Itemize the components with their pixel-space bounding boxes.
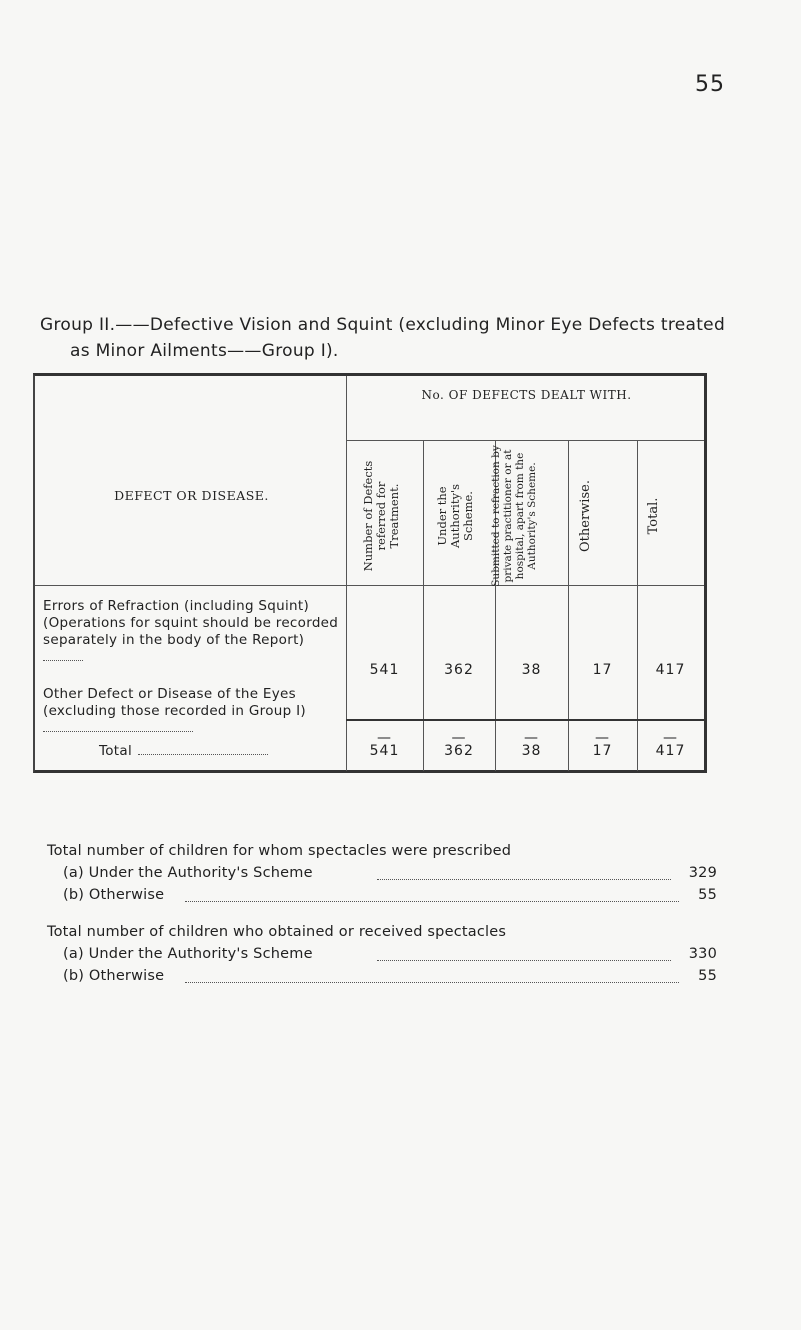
leader-dots <box>43 660 83 661</box>
cell-otherwise: 17 <box>592 662 613 678</box>
defect-or-disease-header: DEFECT OR DISEASE. <box>114 488 269 503</box>
summary-item-label: (b) Otherwise <box>63 887 165 903</box>
summary-item-value: 330 <box>688 946 717 962</box>
summary-prescribed <box>47 843 717 909</box>
leader-dots <box>138 754 268 755</box>
summary-item-value: 329 <box>688 865 717 881</box>
header-divider <box>346 440 704 441</box>
summary-item-label: (b) Otherwise <box>63 968 165 984</box>
col-header-total: Total. <box>646 497 661 535</box>
total-total: 417 <box>655 743 686 759</box>
column-divider <box>637 440 638 771</box>
summary-obtained <box>47 924 717 990</box>
cell-otherwise: — <box>595 730 610 746</box>
leader-dots <box>185 982 679 983</box>
leader-dots <box>377 879 671 880</box>
total-referred: 541 <box>369 743 400 759</box>
cell-private: 38 <box>521 662 542 678</box>
dealt-with-header: No. OF DEFECTS DEALT WITH. <box>421 388 632 402</box>
cell-total: 417 <box>655 662 686 678</box>
cell-referred: 541 <box>369 662 400 678</box>
cell-total: — <box>663 730 678 746</box>
col-header-private: Submitted to refraction by private practitioner or at hospital, apart from the Authority's Scheme. <box>490 445 538 587</box>
col-header-authority: Under the Authority's Scheme. <box>435 483 475 549</box>
summary-item-label: (a) Under the Authority's Scheme <box>63 946 313 962</box>
col-header-otherwise: Otherwise. <box>578 480 593 552</box>
page-number: 55 <box>695 72 725 97</box>
table-heading <box>40 312 740 364</box>
leader-dots <box>43 731 193 732</box>
cell-referred: — <box>377 730 392 746</box>
total-private: 38 <box>521 743 542 759</box>
row-label-other-defect: Other Defect or Disease of the Eyes (excluding those recorded in Group I) <box>43 686 339 737</box>
cell-private: — <box>524 730 539 746</box>
heading-line-1: Group II.——Defective Vision and Squint (excluding Minor Eye Defects treated <box>40 315 726 335</box>
leader-dots <box>377 960 671 961</box>
row-label-refraction: Errors of Refraction (including Squint) (Operations for squint should be recorded separately in the body of the Report) <box>43 598 339 666</box>
summary-title: Total number of children who obtained or received spectacles <box>47 924 507 940</box>
total-rule <box>346 719 704 721</box>
cell-authority: — <box>451 730 467 746</box>
header-bottom-rule <box>35 585 704 586</box>
total-authority: 362 <box>444 743 474 759</box>
column-divider <box>568 440 569 771</box>
row-label-total: Total <box>43 743 339 760</box>
leader-dots <box>185 901 679 902</box>
summary-title: Total number of children for whom spectacles were prescribed <box>47 843 512 859</box>
summary-item-value: 55 <box>698 968 717 984</box>
summary-item-label: (a) Under the Authority's Scheme <box>63 865 313 881</box>
col-header-referred: Number of Defects referred for Treatment. <box>361 460 401 572</box>
column-divider <box>423 440 424 771</box>
cell-authority: 362 <box>444 662 474 678</box>
heading-line-2: as Minor Ailments——Group I). <box>70 341 339 361</box>
column-divider <box>346 376 347 771</box>
total-otherwise: 17 <box>592 743 613 759</box>
defects-table <box>33 373 707 773</box>
summary-item-value: 55 <box>698 887 717 903</box>
